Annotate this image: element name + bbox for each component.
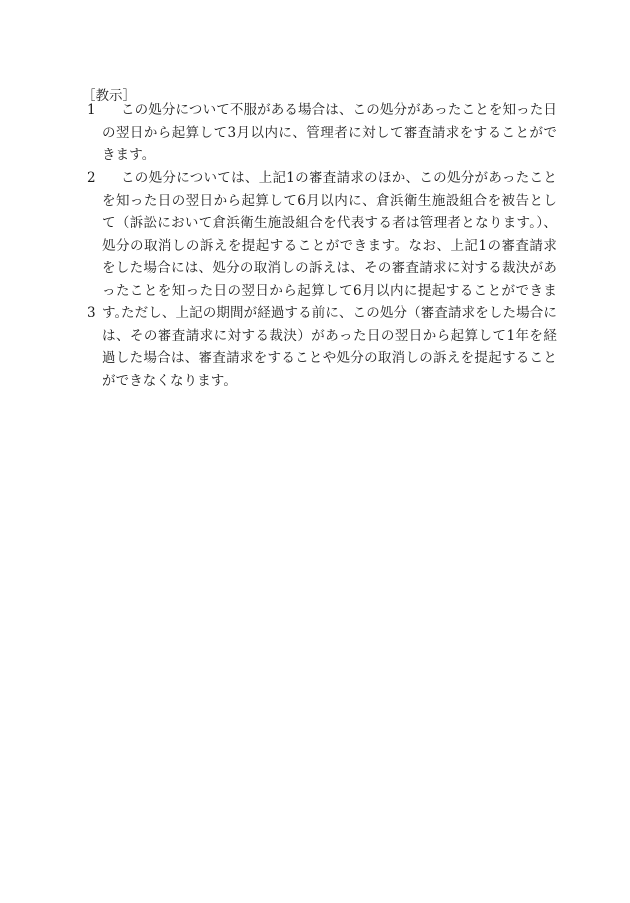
notice-item-1 <box>87 99 557 167</box>
notice-item-3 <box>87 302 557 392</box>
item-text: この処分について不服がある場合は、この処分があったことを知った日の翌日から起算して3月以内に、管理者に対して審査請求をすることができます。 <box>102 102 557 163</box>
item-number: 1 <box>87 102 96 118</box>
item-number: 3 <box>87 305 96 321</box>
item-number: 2 <box>87 170 96 186</box>
notice-item-2 <box>87 167 557 325</box>
notice-heading: ［教示］ <box>82 88 136 104</box>
item-text: ただし、上記の期間が経過する前に、この処分（審査請求をした場合には、その審査請求に対する裁決）があった日の翌日から起算して1年を経過した場合は、審査請求をすることや処分の取消しの訴えを提起することができなくなります。 <box>102 305 557 389</box>
item-text: この処分については、上記1の審査請求のほか、この処分があったことを知った日の翌日から起算して6月以内に、倉浜衛生施設組合を被告として（訴訟において倉浜衛生施設組合を代表する者は管理者となります。）、処分の取消しの訴えを提起することができます。なお、上記1の審査請求をした場合には、処分の取消しの訴えは、その審査請求に対する裁決があったことを知った日の翌日から起算して6月以内に提起することができます。 <box>102 170 557 321</box>
